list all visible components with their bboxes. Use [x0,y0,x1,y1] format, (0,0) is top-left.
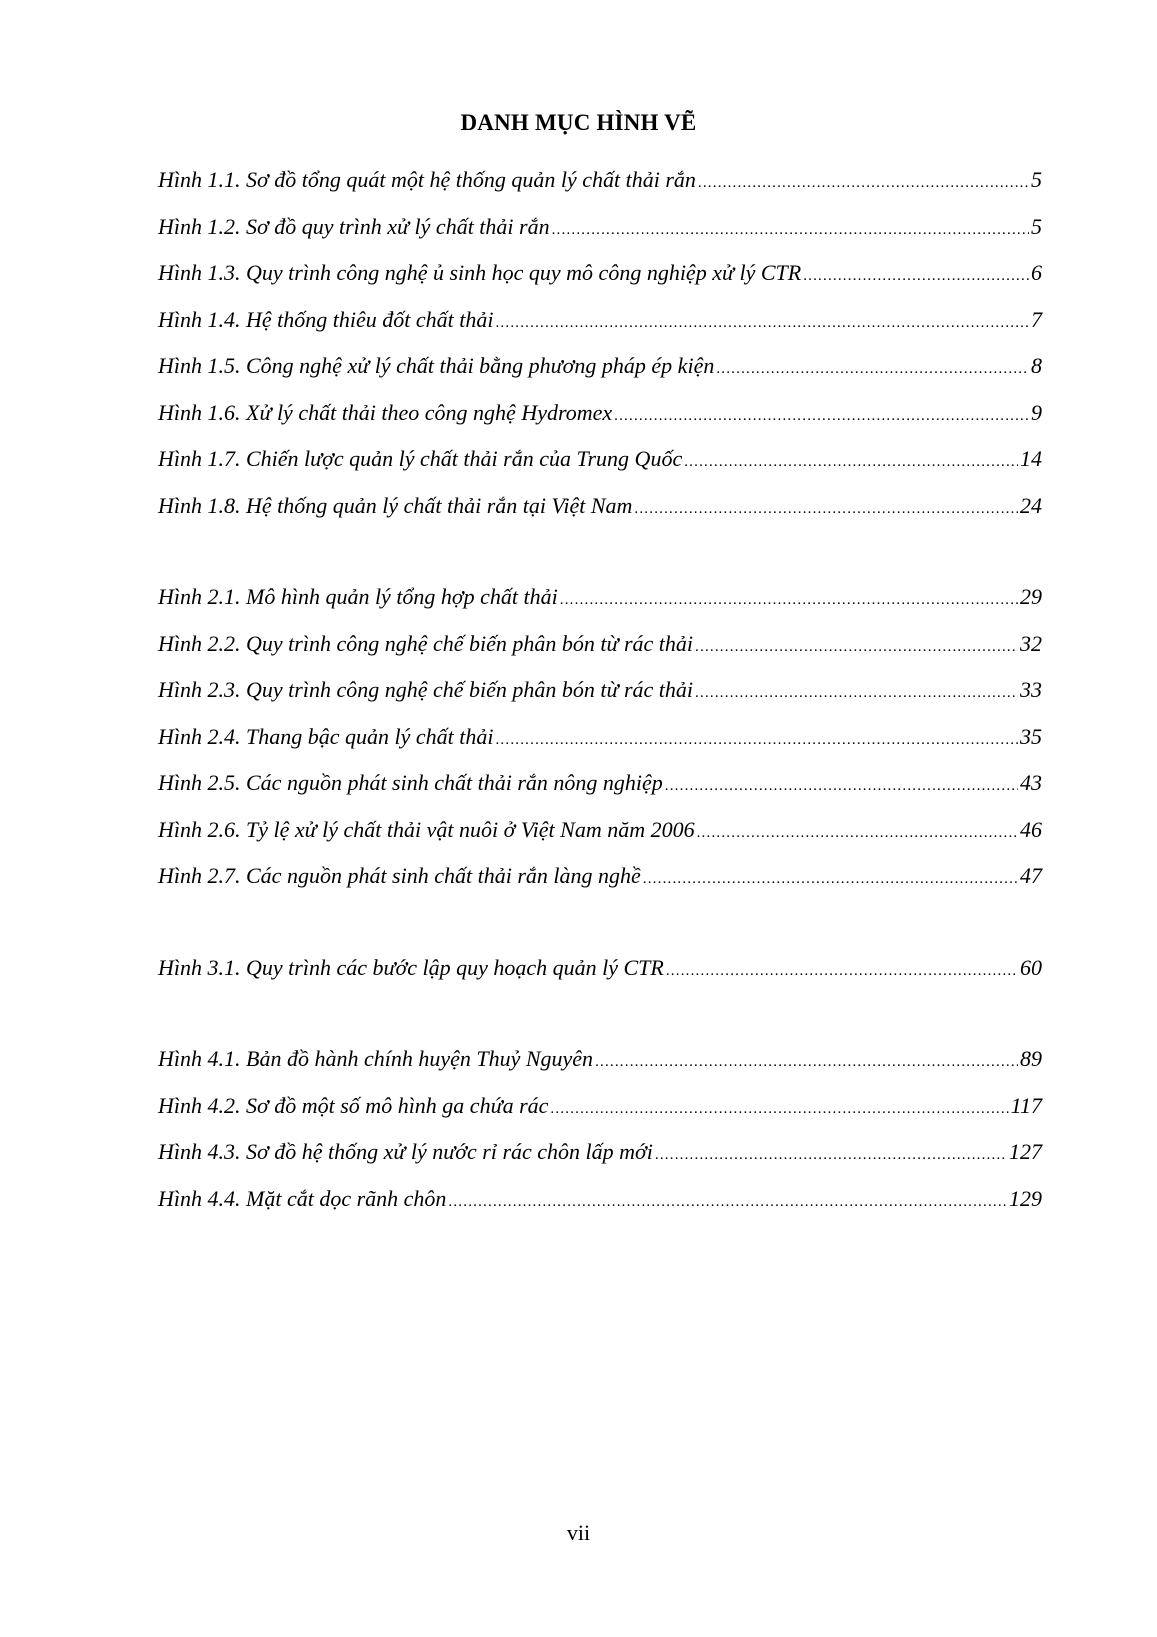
figure-entry[interactable] [158,343,1042,390]
figure-entry-page-number: 117 [1010,1092,1042,1118]
figure-entry-page-number: 35 [1020,723,1042,749]
figure-entry-title: Hình 1.7. Chiến lược quản lý chất thải rắn của Trung Quốc [158,446,683,471]
dot-leader [643,856,1018,903]
figure-group [158,945,1042,992]
figure-entry-title: Hình 4.3. Sơ đồ hệ thống xử lý nước rỉ rác chôn lấp mới [158,1139,653,1164]
figure-entry[interactable] [158,1129,1042,1176]
figure-entry-title: Hình 2.3. Quy trình công nghệ chế biến phân bón từ rác thải [158,677,694,702]
dot-leader [803,253,1029,300]
dot-leader [560,577,1018,624]
figure-entry-title: Hình 4.2. Sơ đồ một số mô hình ga chứa rác [158,1092,549,1118]
figure-entry-page-number: 6 [1031,260,1042,285]
figure-entry-title: Hình 2.4. Thang bậc quản lý chất thải [158,723,494,749]
figure-entry[interactable] [158,760,1042,807]
figure-entry[interactable] [158,250,1042,297]
dot-leader [595,1039,1018,1086]
figure-entry[interactable] [158,807,1042,854]
figure-entry[interactable] [158,390,1042,437]
figure-entry-page-number: 127 [1009,1139,1042,1164]
dot-leader [495,717,1018,764]
figure-entry-page-number: 129 [1009,1185,1042,1211]
figure-entry-title: Hình 1.3. Quy trình công nghệ ủ sinh học quy mô công nghiệp xử lý CTR [158,260,802,285]
figure-entry-title: Hình 2.5. Các nguồn phát sinh chất thải rắn nông nghiệp [158,770,663,795]
figure-entry[interactable] [158,1036,1042,1083]
figure-entry-title: Hình 1.5. Công nghệ xử lý chất thải bằng phương pháp ép kiện [158,353,715,378]
figure-entry-page-number: 47 [1020,863,1042,888]
figure-entry[interactable] [158,667,1042,714]
figure-entry[interactable] [158,204,1042,251]
dot-leader [697,810,1018,857]
figure-entry-page-number: 46 [1020,816,1042,842]
dot-leader [695,624,1018,671]
figure-entry-title: Hình 2.7. Các nguồn phát sinh chất thải rắn làng nghề [158,863,641,888]
page-number: vii [566,1520,591,1545]
figure-entry-title: Hình 4.1. Bản đồ hành chính huyện Thuỷ Nguyên [158,1046,594,1071]
figure-group [158,157,1042,529]
figure-entry-page-number: 7 [1031,306,1042,332]
figure-entry-title: Hình 4.4. Mặt cắt dọc rãnh chôn [158,1185,447,1211]
figure-entry[interactable] [158,714,1042,761]
figure-entry[interactable] [158,853,1042,900]
figure-entry[interactable] [158,157,1042,204]
figure-entry[interactable] [158,574,1042,621]
page-title: DANH MỤC HÌNH VẼ [460,110,697,135]
figure-entry-title: Hình 1.6. Xử lý chất thải theo công nghệ Hydromex [158,399,613,425]
dot-leader [552,207,1029,254]
figure-entry-page-number: 9 [1031,399,1042,425]
figure-entry-title: Hình 1.4. Hệ thống thiêu đốt chất thải [158,306,494,332]
dot-leader [698,160,1029,207]
dot-leader [550,1086,1008,1133]
figure-entry-page-number: 24 [1020,492,1042,518]
figure-entry-title: Hình 1.1. Sơ đồ tổng quát một hệ thống quản lý chất thải rắn [158,167,696,192]
figure-entry[interactable] [158,1083,1042,1130]
dot-leader [634,486,1018,533]
figure-entry[interactable] [158,1176,1042,1223]
figure-group [158,1036,1042,1222]
figure-entry-page-number: 32 [1020,630,1042,656]
figure-entry-page-number: 60 [1020,954,1042,980]
dot-leader [614,393,1029,440]
figure-entry[interactable] [158,945,1042,992]
dot-leader [695,670,1018,717]
dot-leader [495,300,1029,347]
figure-entry-page-number: 5 [1031,167,1042,192]
figure-entry-page-number: 8 [1031,353,1042,378]
figure-entry-title: Hình 2.1. Mô hình quản lý tổng hợp chất thải [158,584,558,609]
dot-leader [655,1132,1007,1179]
figure-entry[interactable] [158,483,1042,530]
dot-leader [716,346,1029,393]
dot-leader [684,439,1018,486]
figure-list [158,157,1042,1222]
figure-entry-page-number: 14 [1020,446,1042,471]
dot-leader [666,948,1018,995]
dot-leader [448,1179,1007,1226]
figure-entry-title: Hình 2.2. Quy trình công nghệ chế biến phân bón từ rác thải [158,630,694,656]
figure-entry-title: Hình 2.6. Tỷ lệ xử lý chất thải vật nuôi ở Việt Nam năm 2006 [158,816,695,842]
figure-entry[interactable] [158,436,1042,483]
figure-entry-page-number: 5 [1031,213,1042,239]
figure-entry-title: Hình 1.2. Sơ đồ quy trình xử lý chất thải rắn [158,213,550,239]
figure-entry-page-number: 33 [1020,677,1042,702]
figure-entry-title: Hình 1.8. Hệ thống quản lý chất thải rắn tại Việt Nam [158,492,633,518]
figure-group [158,574,1042,900]
figure-entry-page-number: 89 [1020,1046,1042,1071]
figure-entry-title: Hình 3.1. Quy trình các bước lập quy hoạch quản lý CTR [158,954,664,980]
figure-entry-page-number: 43 [1020,770,1042,795]
figure-entry-page-number: 29 [1020,584,1042,609]
figure-entry[interactable] [158,621,1042,668]
figure-entry[interactable] [158,297,1042,344]
dot-leader [665,763,1018,810]
